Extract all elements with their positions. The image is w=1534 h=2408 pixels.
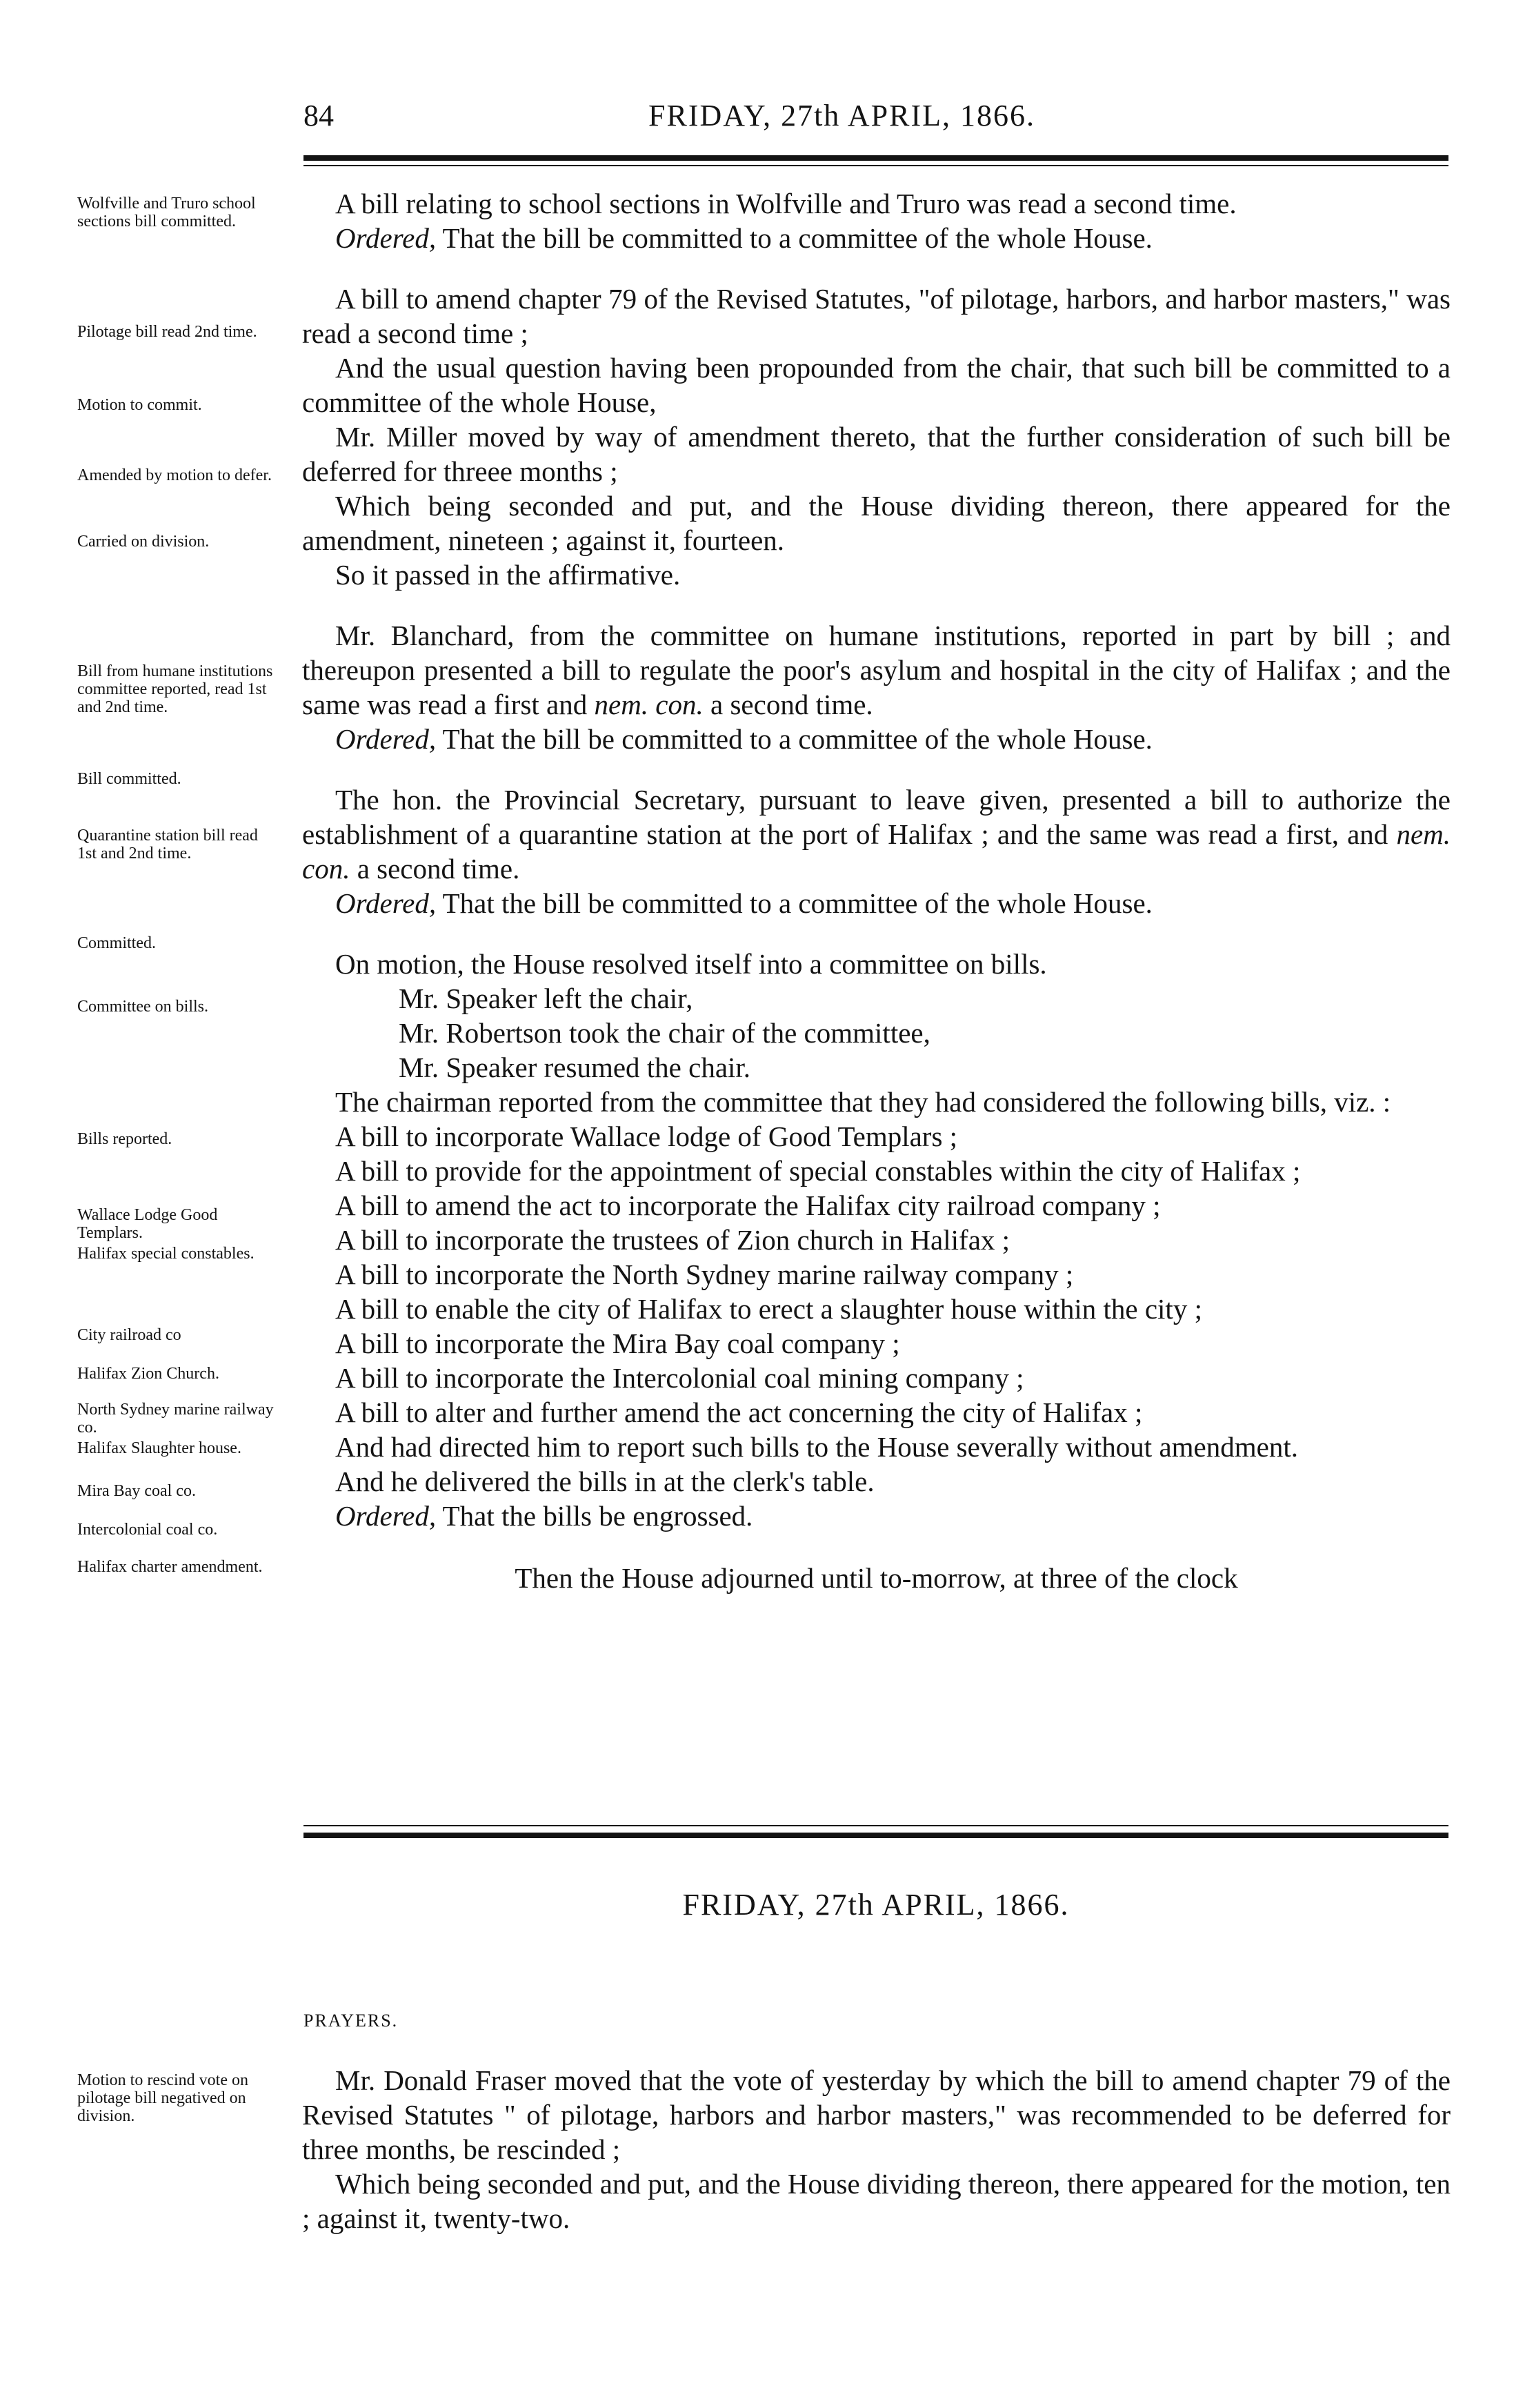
ordered-label: Ordered, bbox=[335, 887, 437, 919]
margin-note: Committee on bills. bbox=[77, 998, 208, 1016]
list-item: A bill to incorporate the trustees of Zion church in Halifax ; bbox=[335, 1224, 1010, 1256]
margin-note: Wolfville and Truro school sections bill committed. bbox=[77, 195, 256, 230]
paragraph: Mr. Speaker resumed the chair. bbox=[399, 1052, 751, 1083]
ordered-paragraph bbox=[302, 722, 1451, 756]
list-item: A bill to incorporate the North Sydney marine railway company ; bbox=[335, 1259, 1074, 1290]
header-rule bbox=[303, 155, 1448, 161]
paragraph: A bill relating to school sections in Wolfville and Truro was read a second time. bbox=[335, 188, 1237, 219]
margin-note: Halifax special constables. bbox=[77, 1245, 255, 1263]
header-rule-thin bbox=[303, 165, 1448, 166]
margin-note: North Sydney marine railway co. bbox=[77, 1401, 274, 1437]
paragraph: And had directed him to report such bills to the House severally without amendment. bbox=[335, 1431, 1298, 1463]
list-item: A bill to enable the city of Halifax to erect a slaughter house within the city ; bbox=[335, 1293, 1202, 1325]
paragraph bbox=[302, 782, 1451, 886]
list-item: A bill to amend the act to incorporate the Halifax city railroad company ; bbox=[335, 1190, 1161, 1221]
paragraph: A bill to amend chapter 79 of the Revised Statutes, "of pilotage, harbors, and harbor masters," was read a second time ; bbox=[302, 283, 1451, 349]
paragraph: And the usual question having been propounded from the chair, that such bill be committed to a committee of the whole House, bbox=[302, 352, 1451, 418]
section-title: FRIDAY, 27th APRIL, 1866. bbox=[682, 1888, 1070, 1922]
margin-note: Halifax Zion Church. bbox=[77, 1365, 219, 1383]
list-item: A bill to alter and further amend the act concerning the city of Halifax ; bbox=[335, 1397, 1143, 1428]
margin-note: Amended by motion to defer. bbox=[77, 466, 272, 484]
ordered-label: Ordered, bbox=[335, 723, 437, 755]
paragraph: So it passed in the affirmative. bbox=[335, 559, 681, 591]
paragraph-text: The hon. the Provincial Secretary, pursuant to leave given, presented a bill to authorize the establishment of a quarantine station at the port of Halifax ; and the same was read a first, and bbox=[302, 784, 1451, 850]
paragraph bbox=[302, 618, 1451, 722]
margin-note: Halifax charter amendment. bbox=[77, 1558, 263, 1576]
main-text-column-2 bbox=[302, 2063, 1451, 2236]
paragraph-text: That the bills be engrossed. bbox=[442, 1500, 753, 1532]
margin-note: Committed. bbox=[77, 934, 156, 952]
margin-note: Intercolonial coal co. bbox=[77, 1521, 218, 1539]
margin-note: Bills reported. bbox=[77, 1130, 172, 1148]
paragraph-text: That the bill be committed to a committee of the whole House. bbox=[442, 723, 1153, 755]
paragraph-text: That the bill be committed to a committee of the whole House. bbox=[442, 222, 1153, 254]
paragraph: Which being seconded and put, and the House dividing thereon, there appeared for the motion, ten ; against it, twenty-two. bbox=[302, 2168, 1451, 2234]
list-item: A bill to provide for the appointment of special constables within the city of Halifax ; bbox=[335, 1155, 1301, 1187]
paragraph-text: Mr. Blanchard, from the committee on humane institutions, reported in part by bill ; and thereupon presented a bill to regulate the poor's asylum and hospital in the city of Halifax ; and the same was read a first and bbox=[302, 620, 1451, 720]
section-rule bbox=[303, 1833, 1448, 1838]
ordered-paragraph bbox=[302, 1499, 1451, 1533]
paragraph-text: a second time. bbox=[357, 853, 520, 885]
nem-con: nem. con. bbox=[594, 689, 704, 720]
list-item: A bill to incorporate Wallace lodge of Good Templars ; bbox=[335, 1121, 958, 1152]
paragraph: Which being seconded and put, and the House dividing thereon, there appeared for the amendment, nineteen ; against it, fourteen. bbox=[302, 490, 1451, 556]
page-number: 84 bbox=[303, 99, 334, 132]
paragraph: Mr. Miller moved by way of amendment thereto, that the further consideration of such bill be deferred for threee months ; bbox=[302, 421, 1451, 487]
paragraph: And he delivered the bills in at the clerk's table. bbox=[335, 1465, 875, 1497]
paragraph: Mr. Donald Fraser moved that the vote of yesterday by which the bill to amend chapter 79 of the Revised Statutes " of pilotage, harbors and harbor masters," was recommended to be deferred for three months, be rescinded ; bbox=[302, 2064, 1451, 2165]
margin-note: Mira Bay coal co. bbox=[77, 1482, 196, 1500]
adjournment-line: Then the House adjourned until to-morrow, at three of the clock bbox=[515, 1562, 1238, 1594]
margin-note: Carried on division. bbox=[77, 533, 210, 551]
page-header bbox=[303, 98, 1448, 139]
paragraph-text: a second time. bbox=[710, 689, 873, 720]
margin-note: Motion to commit. bbox=[77, 396, 202, 414]
margin-note: Bill committed. bbox=[77, 770, 181, 788]
running-title: FRIDAY, 27th APRIL, 1866. bbox=[648, 99, 1036, 132]
list-item: A bill to incorporate the Intercolonial coal mining company ; bbox=[335, 1362, 1024, 1394]
paragraph-text: That the bill be committed to a committee of the whole House. bbox=[442, 887, 1153, 919]
margin-note: Pilotage bill read 2nd time. bbox=[77, 323, 257, 341]
paragraph: Mr. Robertson took the chair of the committee, bbox=[399, 1017, 930, 1049]
margin-note: Halifax Slaughter house. bbox=[77, 1439, 241, 1457]
margin-note: Quarantine station bill read 1st and 2nd time. bbox=[77, 827, 258, 862]
ordered-paragraph bbox=[302, 221, 1451, 255]
ordered-label: Ordered, bbox=[335, 1500, 437, 1532]
paragraph: The chairman reported from the committee that they had considered the following bills, viz. : bbox=[335, 1086, 1391, 1118]
section-rule-thin bbox=[303, 1825, 1448, 1826]
margin-note: Bill from humane institutions committee reported, read 1st and 2nd time. bbox=[77, 662, 273, 716]
ordered-label: Ordered, bbox=[335, 222, 437, 254]
paragraph: Mr. Speaker left the chair, bbox=[399, 983, 693, 1014]
prayers-heading: PRAYERS. bbox=[303, 2011, 399, 2031]
main-text-column bbox=[302, 186, 1451, 1595]
margin-note: City railroad co bbox=[77, 1326, 181, 1344]
margin-note: Wallace Lodge Good Templars. bbox=[77, 1206, 218, 1242]
paragraph: On motion, the House resolved itself into a committee on bills. bbox=[335, 948, 1047, 980]
ordered-paragraph bbox=[302, 886, 1451, 920]
bills-list bbox=[302, 1119, 1451, 1430]
nem-con: nem. con. bbox=[302, 818, 1451, 885]
margin-note: Motion to rescind vote on pilotage bill negatived on division. bbox=[77, 2071, 248, 2125]
list-item: A bill to incorporate the Mira Bay coal company ; bbox=[335, 1328, 900, 1359]
